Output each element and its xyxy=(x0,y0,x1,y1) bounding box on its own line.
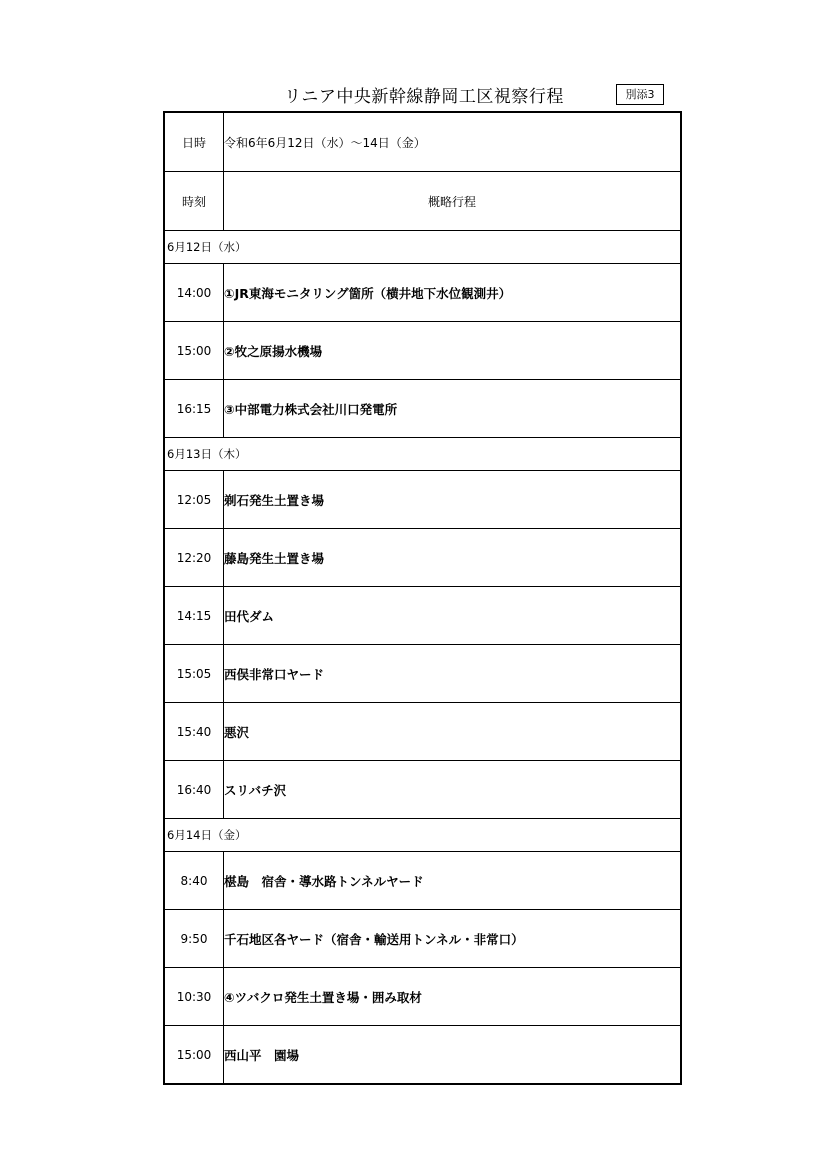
table-row xyxy=(164,852,681,910)
time-cell: 9:50 xyxy=(164,910,224,968)
destination-cell: 剃石発生土置き場 xyxy=(224,471,682,529)
day-label: 6月13日（木） xyxy=(164,438,681,471)
destination-cell: ③中部電力株式会社川口発電所 xyxy=(224,380,682,438)
destination-cell: 西山平 園場 xyxy=(224,1026,682,1085)
table-row xyxy=(164,1026,681,1085)
date-value: 令和6年6月12日（水）～14日（金） xyxy=(224,112,682,172)
time-cell: 10:30 xyxy=(164,968,224,1026)
destination-cell: ④ツバクロ発生土置き場・囲み取材 xyxy=(224,968,682,1026)
destination-cell: ②牧之原揚水機場 xyxy=(224,322,682,380)
time-cell: 12:20 xyxy=(164,529,224,587)
destination-cell: ①JR東海モニタリング箇所（横井地下水位観測井） xyxy=(224,264,682,322)
time-cell: 14:00 xyxy=(164,264,224,322)
table-row xyxy=(164,910,681,968)
date-label: 日時 xyxy=(164,112,224,172)
day-row xyxy=(164,438,681,471)
date-row xyxy=(164,112,681,172)
day-label: 6月12日（水） xyxy=(164,231,681,264)
time-cell: 15:40 xyxy=(164,703,224,761)
schedule-column-header: 概略行程 xyxy=(224,172,682,231)
table-row xyxy=(164,645,681,703)
table-row xyxy=(164,380,681,438)
table-row xyxy=(164,761,681,819)
table-row xyxy=(164,529,681,587)
time-cell: 8:40 xyxy=(164,852,224,910)
time-cell: 15:00 xyxy=(164,1026,224,1085)
destination-cell: 田代ダム xyxy=(224,587,682,645)
day-row xyxy=(164,231,681,264)
table-row xyxy=(164,968,681,1026)
schedule-table xyxy=(163,111,682,1085)
time-cell: 16:40 xyxy=(164,761,224,819)
time-cell: 12:05 xyxy=(164,471,224,529)
page-title: リニア中央新幹線静岡工区視察行程 xyxy=(284,87,564,107)
table-row xyxy=(164,471,681,529)
destination-cell: 西俣非常口ヤード xyxy=(224,645,682,703)
time-cell: 16:15 xyxy=(164,380,224,438)
table-row xyxy=(164,264,681,322)
destination-cell: 悪沢 xyxy=(224,703,682,761)
table-row xyxy=(164,322,681,380)
day-label: 6月14日（金） xyxy=(164,819,681,852)
destination-cell: スリバチ沢 xyxy=(224,761,682,819)
table-row xyxy=(164,587,681,645)
time-column-header: 時刻 xyxy=(164,172,224,231)
day-row xyxy=(164,819,681,852)
destination-cell: 藤島発生土置き場 xyxy=(224,529,682,587)
time-cell: 15:05 xyxy=(164,645,224,703)
time-cell: 14:15 xyxy=(164,587,224,645)
destination-cell: 椹島 宿舎・導水路トンネルヤード xyxy=(224,852,682,910)
time-cell: 15:00 xyxy=(164,322,224,380)
table-row xyxy=(164,703,681,761)
column-header-row xyxy=(164,172,681,231)
attachment-label: 別添3 xyxy=(616,84,664,105)
destination-cell: 千石地区各ヤード（宿舎・輸送用トンネル・非常口） xyxy=(224,910,682,968)
